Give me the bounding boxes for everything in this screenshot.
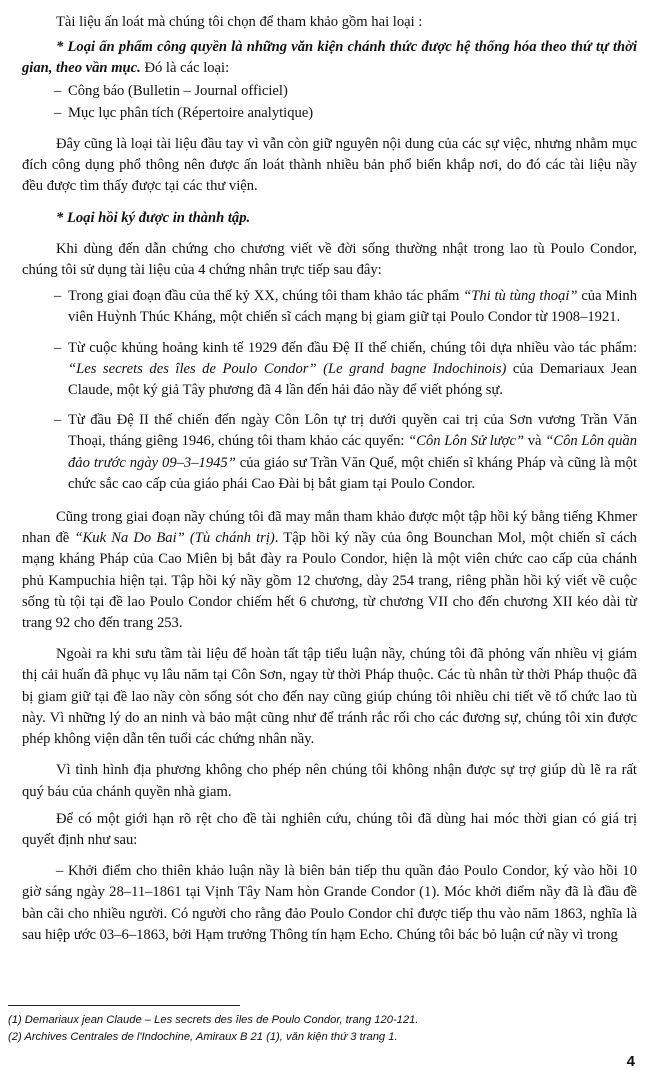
body-paragraph: Khi dùng đến dẫn chứng cho chương viết về đời sống thường nhật trong lao tù Poulo Condor, chúng tôi sử dụng tài liệu của 4 chứng nhân trực tiếp sau đây: — [22, 240, 637, 279]
list-item: – Từ đầu Đệ II thế chiến đến ngày Côn Lôn tự trị dưới quyền cai trị của Sơn vương Trần Văn Thoại, tháng giêng 1946, chúng tôi tham khảo các quyển: “Côn Lôn Sử lược” và “Côn Lôn quần đảo trước ngày 09–3–1945” của giáo sư Trần Văn Quế, một chiến sĩ kháng Pháp và cũng là một chức sắc cao cấp của giáo phái Cao Đài bị bắt giam tại Poulo Condor. — [22, 410, 637, 495]
footnote: (1) Demariaux jean Claude – Les secrets des îles de Poulo Condor, trang 120-121. — [8, 1014, 419, 1026]
footnote: (2) Archives Centrales de l'Indochine, Amiraux B 21 (1), văn kiện thứ 3 trang 1. — [8, 1031, 398, 1043]
body-paragraph: – Khởi điểm cho thiên khảo luận nầy là biên bản tiếp thu quần đảo Poulo Condor, ký vào hồi 10 giờ sáng ngày 28–11–1861 tại Vịnh Tây Nam hòn Grande Condor (1). Móc khởi điểm nầy đã là đầu đề bàn cãi cho nhiều người. Có người cho rằng đảo Poulo Condor chỉ được tiếp thu vào năm 1863, nghĩa là sau hiệp ước 03–6–1863, bởi Hạm trưởng Thông tín hạm Echo. Chúng tôi bác bỏ luận cứ nầy vì trong — [22, 863, 637, 943]
list-item: – Công báo (Bulletin – Journal officiel) — [22, 81, 637, 102]
intro-paragraph: Tài liệu ấn loát mà chúng tôi chọn để tham khảo gồm hai loại : — [56, 14, 423, 30]
heading-rest-text: Đó là các loại: — [140, 60, 230, 77]
list-item: – Từ cuộc khủng hoảng kinh tế 1929 đến đầu Đệ II thế chiến, chúng tôi dựa nhiều vào tác phẩm: “Les secrets des îles de Poulo Condor” (Le grand bagne Indochinois) của Demariaux Jean Claude, một ký giả Tây phương đã 4 lần đến hải đảo nầy để viết phóng sự. — [22, 338, 637, 402]
witness-list — [22, 286, 637, 495]
footnotes — [8, 1012, 628, 1046]
section-heading-memoirs: * Loại hồi ký được in thành tập. — [56, 209, 251, 226]
list-item: – Mục lục phân tích (Répertoire analytique) — [22, 103, 637, 124]
body-paragraph: Vì tình hình địa phương không cho phép nên chúng tôi không nhận được sự trợ giúp dù lẽ ra rất quý báu của chánh quyền nhà giam. — [22, 762, 637, 800]
section-heading-public-publications — [22, 37, 637, 79]
body-paragraph: Đây cũng là loại tài liệu đầu tay vì vẫn còn giữ nguyên nội dung của các sự việc, nhưng nhằm mục đích công dụng phổ thông nên được ấn loát thành nhiều bản phổ biến khắp nơi, do đó các tài liệu nầy đều được tìm thấy được tại các thư viện. — [22, 136, 637, 195]
footnote-divider — [8, 1005, 240, 1006]
body-paragraph: Ngoài ra khi sưu tầm tài liệu để hoàn tất tập tiểu luận nầy, chúng tôi đã phỏng vấn nhiều vị giám thị cải huấn đã phục vụ lâu năm tại Côn Sơn, ngay từ thời Pháp thuộc. Các tù nhân từ thời Pháp thuộc đã bị giam giữ tại đề lao nầy còn sống sót cho đến nay cũng giúp chúng tôi nhiều chi tiết về tổ chức lao tù này. Vì những lý do an ninh và bảo mật cũng như để tránh rắc rối cho các đương sự, chúng tôi xin được phép không viện dẫn tên tuổi các chứng nhân nầy. — [22, 646, 637, 748]
list-item: – Trong giai đoạn đầu của thế kỷ XX, chúng tôi tham khảo tác phẩm “Thi tù tùng thoại” của Minh viên Huỳnh Thúc Kháng, một chiến sĩ cách mạng bị giam giữ tại Poulo Condor từ 1908–1921. — [22, 286, 637, 328]
publication-types-list — [22, 81, 637, 124]
body-paragraph: Cũng trong giai đoạn nầy chúng tôi đã may mắn tham khảo được một tập hồi ký bằng tiếng Khmer nhan đề “Kuk Na Do Bai” (Tù chánh trị). Tập hồi ký nầy của ông Bounchan Mol, một chiến sĩ cách mạng kháng Pháp của Cao Miên bị bắt đày ra Poulo Condor, hiện là một viên chức cao cấp của chánh phủ Kampuchia hiện tại. Tập hồi ký nầy gồm 12 chương, dày 254 trang, riêng phần hồi ký viết về cuộc sống tù tội tại đề lao Poulo Condor chiếm hết 6 chương, từ chương VII cho đến chương XII kéo dài từ trang 92 cho đến trang 253. — [22, 509, 637, 632]
page-number: 4 — [626, 1053, 635, 1070]
body-paragraph: Để có một giới hạn rõ rệt cho đề tài nghiên cứu, chúng tôi đã dùng hai móc thời gian có giá trị quyết định như sau: — [22, 810, 637, 848]
heading-bold-text: * Loại ấn phẩm công quyền là những văn kiện chánh thức được hệ thống hóa theo thứ tự thời gian, theo vần mục. — [22, 39, 637, 77]
